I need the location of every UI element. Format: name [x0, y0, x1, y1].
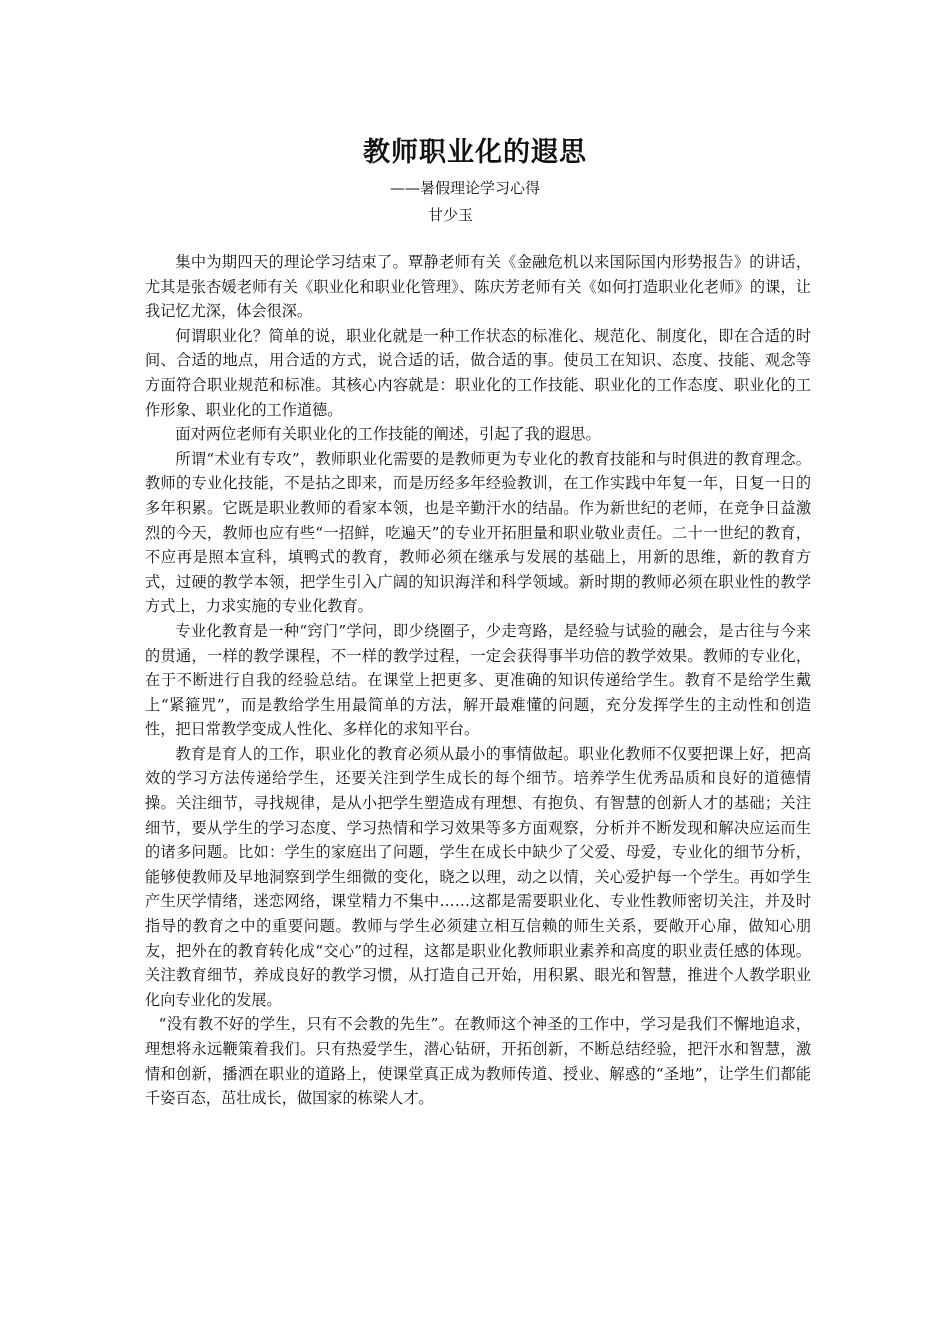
- paragraph-1: 集中为期四天的理论学习结束了。覃静老师有关《金融危机以来国际国内形势报告》的讲话，尤其是张杏媛老师有关《职业化和职业化管理》、陈庆芳老师有关《如何打造职业化老师》的课，让我记忆尤深，体会很深。: [145, 253, 811, 321]
- paragraph-4: 所谓“术业有专攻”，教师职业化需要的是教师更为专业化的教育技能和与时俱进的教育理念。教师的专业化技能，不是拈之即来，而是历经多年经验教训，在工作实践中年复一年，日复一日的多年积累。它既是职业教师的看家本领，也是辛勤汗水的结晶。作为新世纪的老师，在竞争日益激烈的今天，教师也应有些“一招鲜，吃遍天”的专业开拓胆量和职业敬业责任。二十一世纪的教育，不应再是照本宣科，填鸭式的教育，教师必须在继承与发展的基础上，用新的思维，新的教育方式，过硬的教学本领，把学生引入广阔的知识海洋和科学领域。新时期的教师必须在职业性的教学方式上，力求实施的专业化教育。: [145, 449, 811, 616]
- document-author: 甘少玉: [428, 206, 474, 224]
- paragraph-3: 面对两位老师有关职业化的工作技能的阐述，引起了我的遐思。: [175, 425, 601, 444]
- paragraph-5: 专业化教育是一种“窍门”学问，即少绕圈子，少走弯路，是经验与试验的融会，是古往与今来的贯通，一样的教学课程，不一样的教学过程，一定会获得事半功倍的教学效果。教师的专业化，在于不断进行自我的经验总结。在课堂上把更多、更准确的知识传递给学生。教育不是给学生戴上“紧箍咒”，而是教给学生用最简单的方法，解开最难懂的问题，充分发挥学生的主动性和创造性，把日常教学变成人性化、多样化的求知平台。: [145, 621, 811, 739]
- document-title: 教师职业化的遐思: [363, 137, 587, 168]
- paragraph-6: 教育是育人的工作，职业化的教育必须从最小的事情做起。职业化教师不仅要把课上好，把高效的学习方法传递给学生，还要关注到学生成长的每个细节。培养学生优秀品质和良好的道德情操。关注细节，寻找规律，是从小把学生塑造成有理想、有抱负、有智慧的创新人才的基础；关注细节，要从学生的学习态度、学习热情和学习效果等多方面观察，分析并不断发现和解决应运而生的诸多问题。比如：学生的家庭出了问题，学生在成长中缺少了父爱、母爱，专业化的细节分析，能够使教师及早地洞察到学生细微的变化，晓之以理，动之以情，关心爱护每一个学生。再如学生产生厌学情绪，迷恋网络，课堂精力不集中……这都是需要职业化、专业性教师密切关注，并及时指导的教育之中的重要问题。教师与学生必须建立相互信赖的师生关系，要敞开心扉，做知心朋友，把外在的教育转化成“交心”的过程，这都是职业化教师职业素养和高度的职业责任感的体现。关注教育细节，养成良好的教学习惯，从打造自己开始，用积累、眼光和智慧，推进个人教学职业化向专业化的发展。: [145, 744, 811, 1009]
- document-subtitle: ——暑假理论学习心得: [390, 179, 541, 197]
- paragraph-7: “没有教不好的学生，只有不会教的先生”。在教师这个神圣的工作中，学习是我们不懈地追求，理想将永远鞭策着我们。只有热爱学生，潜心钻研，开拓创新，不断总结经验，把汗水和智慧，激情和创新，播洒在职业的道路上，使课堂真正成为教师传道、授业、解惑的“圣地”，让学生们都能千姿百态，茁壮成长，做国家的栋梁人才。: [145, 1015, 811, 1108]
- paragraph-2: 何谓职业化？简单的说，职业化就是一种工作状态的标准化、规范化、制度化，即在合适的时间、合适的地点，用合适的方式，说合适的话，做合适的事。使员工在知识、态度、技能、观念等方面符合职业规范和标准。其核心内容就是：职业化的工作技能、职业化的工作态度、职业化的工作形象、职业化的工作道德。: [145, 326, 811, 419]
- document-body: [145, 250, 811, 1111]
